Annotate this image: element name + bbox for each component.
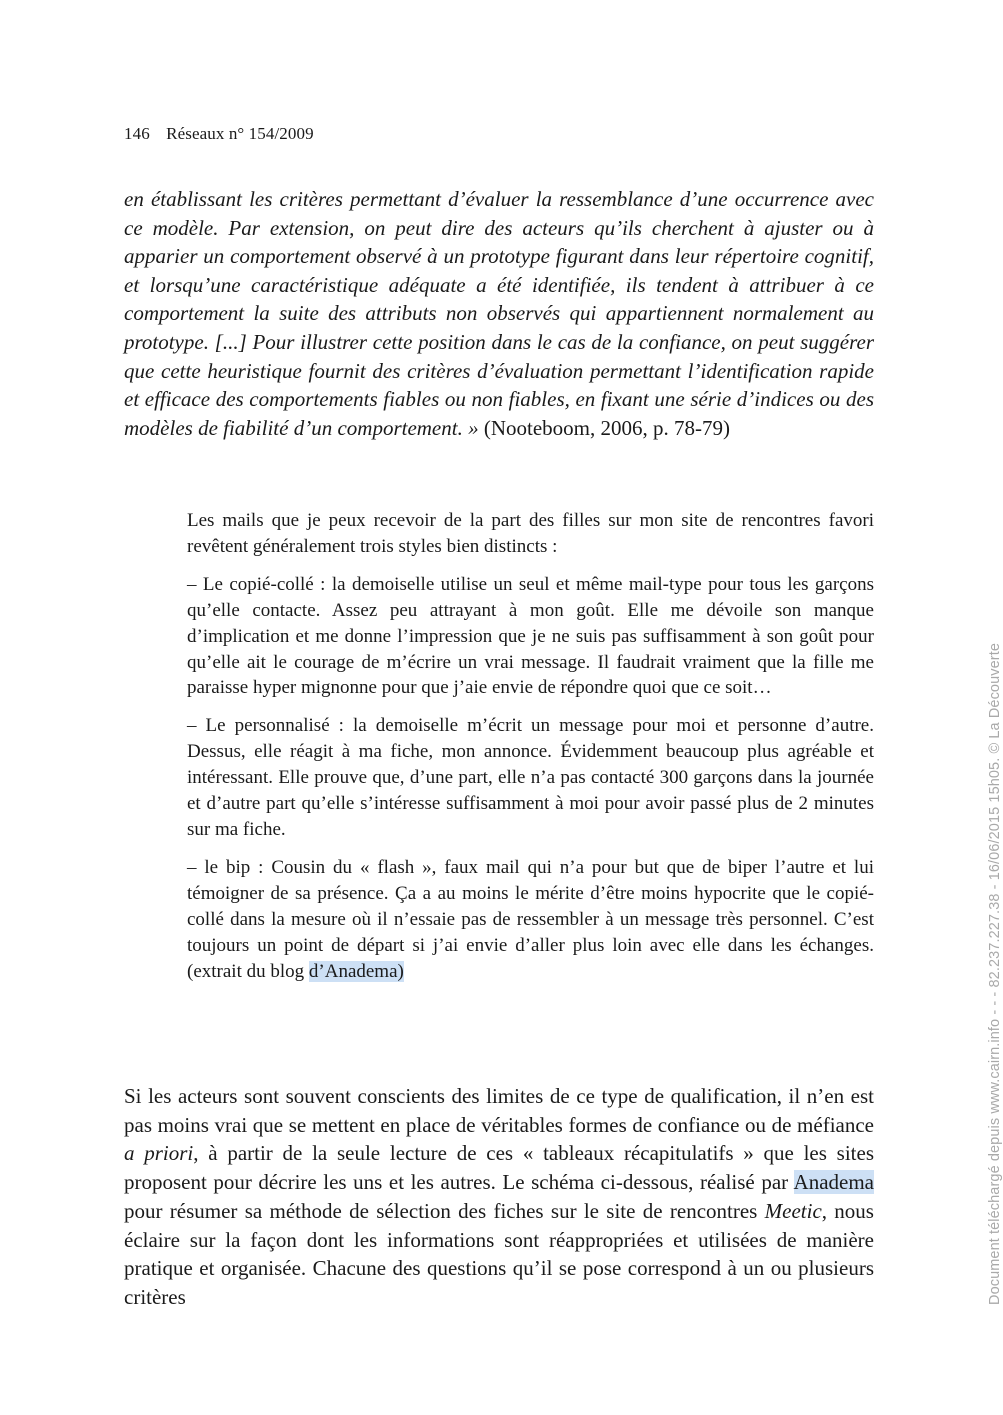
italic-quotation — [124, 185, 874, 442]
blog-excerpt — [187, 508, 874, 984]
highlighted-anadema[interactable]: Anadema — [793, 1170, 874, 1195]
blog-style-bip-text: – le bip : Cousin du « flash », faux mail qui n’a pour but que de biper l’autre et lui témoigner de sa présence. Ça a au moins le mérite d’être moins hypocrite que le copié-collé dans la mesure où il n’essaie pas de ressembler à un message très personnel. C’est toujours un point de départ si j’ai envie d’aller plus loin avec elle dans les échanges. (extrait du blog — [187, 856, 874, 982]
body-text-part: , nous éclaire sur la façon dont les informations sont réappropriées et utilisées de manière pratique et organisée. Chacune des questions qu’il se pose correspond à un ou plusieurs critères — [124, 1198, 874, 1309]
body-italic-meetic: Meetic — [764, 1198, 822, 1223]
quotation-text: en établissant les critères permettant d’évaluer la ressemblance d’une occurrence avec ce modèle. Par extension, on peut dire des acteurs qu’ils cherchent à ajuster ou à apparier un comportement observé à un prototype figurant dans leur répertoire cognitif, et lorsqu’une caractéristique adéquate a été identifiée, ils tendent à attribuer à ce comportement la suite des attributs non observés qui appartiennent normalement au prototype. [...] Pour illustrer cette position dans le cas de la confiance, on peut suggérer que cette heuristique fournit des critères d’évaluation permettant l’identification rapide et efficace des comportements fiables ou non fiables, en fixant une série d’indices ou des modèles de fiabilité d’un comportement. » — [124, 187, 874, 440]
blog-intro: Les mails que je peux recevoir de la part des filles sur mon site de rencontres favori revêtent généralement trois styles bien distincts : — [187, 510, 874, 557]
blog-style-copie-colle: – Le copié-collé : la demoiselle utilise un seul et même mail-type pour tous les garçons qu’elle contacte. Assez peu attrayant à mon goût. Elle me dévoile son manque d’implication et me donne l’impression que je ne suis pas suffisamment à son goût pour qu’elle ait le courage de m’écrire un vrai message. Il faudrait vraiment que la fille me paraisse hyper mignonne pour que j’aie envie de répondre quoi que ce soit… — [187, 573, 874, 699]
body-text-part: pour résumer sa méthode de sélection des fiches sur le site de rencontres — [124, 1198, 765, 1223]
page-number: 146 — [124, 124, 150, 143]
blog-style-personnalise: – Le personnalisé : la demoiselle m’écrit un message pour moi et personne d’autre. Dessus, elle réagit à ma fiche, mon annonce. Évidemment beaucoup plus agréable et intéressant. Elle prouve que, d’une part, elle n’a pas contacté 300 garçons dans la journée et d’autre part qu’elle s’intéresse suffisamment à moi pour avoir passé plus de 2 minutes sur ma fiche. — [187, 715, 874, 840]
running-header — [124, 124, 314, 144]
blog-style-bip — [187, 855, 874, 985]
download-watermark: Document téléchargé depuis www.cairn.info - - - 82.237.227.38 - 16/06/2015 15h05. © La Découverte — [987, 642, 1003, 1305]
journal-title: Réseaux n° 154/2009 — [166, 124, 314, 143]
body-paragraph — [124, 1082, 874, 1312]
highlighted-anadema-source[interactable]: d’Anadema) — [308, 960, 404, 982]
quotation-citation: (Nooteboom, 2006, p. 78-79) — [478, 415, 730, 440]
body-text-part: Si les acteurs sont souvent conscients des limites de ce type de qualification, il n’en est pas moins vrai que se mettent en place de véritables formes de confiance ou de méfiance — [124, 1084, 874, 1137]
body-text-part: , à partir de la seule lecture de ces « tableaux récapitulatifs » que les sites proposent pour décrire les uns et les autres. Le schéma ci-dessous, réalisé par — [124, 1141, 874, 1195]
body-italic-a-priori: a priori — [124, 1141, 194, 1166]
